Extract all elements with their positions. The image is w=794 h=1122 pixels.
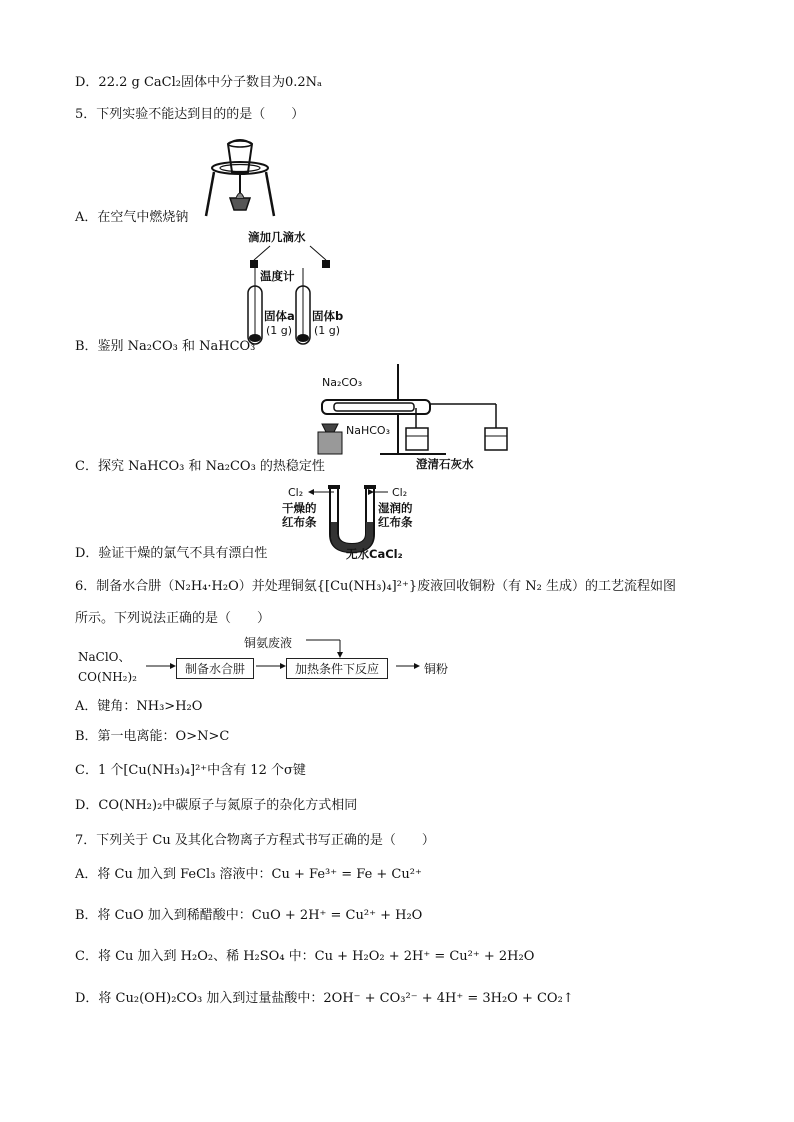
test-tubes-thermometer-figure	[240, 228, 350, 350]
u-tube-chlorine-figure	[280, 482, 440, 560]
fig-d-wet-label-2: 红布条	[378, 515, 413, 529]
fig-d-cacl2-label: 无水CaCl₂	[346, 547, 403, 560]
q6-option-d: D．CO(NH₂)₂中碳原子与氮原子的杂化方式相同	[75, 798, 358, 813]
fig-c-na2co3-label: Na₂CO₃	[322, 376, 363, 389]
crucible-tripod-figure	[200, 132, 280, 217]
flow-step-2-box: 加热条件下反应	[286, 658, 388, 679]
fig-b-mass-a: (1 g)	[266, 324, 293, 337]
q5-option-c: C．探究 NaHCO₃ 和 Na₂CO₃ 的热稳定性	[75, 459, 325, 474]
fig-d-cl2-right: Cl₂	[392, 486, 408, 499]
q5-option-d: D．验证干燥的氯气不具有漂白性	[75, 546, 268, 561]
fig-b-solid-b: 固体b	[312, 309, 344, 323]
flow-output: 铜粉	[424, 662, 449, 676]
flow-input-2: CO(NH₂)₂	[78, 670, 137, 684]
fig-b-solid-a: 固体a	[264, 309, 295, 323]
flow-input-1: NaClO、	[78, 650, 131, 664]
fig-d-dry-label-2: 红布条	[282, 515, 317, 529]
q7-stem: 7．下列关于 Cu 及其化合物离子方程式书写正确的是（ ）	[75, 833, 435, 848]
fig-b-thermometer-label: 温度计	[260, 269, 295, 283]
q7-option-c: C．将 Cu 加入到 H₂O₂、稀 H₂SO₄ 中：Cu + H₂O₂ + 2H⁺ = Cu²⁺ + 2H₂O	[75, 949, 535, 964]
q5-stem: 5．下列实验不能达到目的的是（ ）	[75, 107, 305, 122]
q6-option-b: B．第一电离能：O>N>C	[75, 729, 230, 744]
q4-option-d: D．22.2 g CaCl₂固体中分子数目为0.2Nₐ	[75, 75, 323, 90]
q7-option-a: A．将 Cu 加入到 FeCl₃ 溶液中：Cu + Fe³⁺ = Fe + Cu²⁺	[75, 867, 422, 882]
q6-stem-line1: 6．制备水合肼（N₂H₄·H₂O）并处理铜氨{[Cu(NH₃)₄]²⁺}废液回收铜粉（有 N₂ 生成）的工艺流程如图	[75, 579, 676, 594]
flow-step-1-box: 制备水合肼	[176, 658, 254, 679]
q7-option-d: D．将 Cu₂(OH)₂CO₃ 加入到过量盐酸中：2OH⁻ + CO₃²⁻ + 4H⁺ = 3H₂O + CO₂↑	[75, 991, 574, 1006]
fig-d-dry-label-1: 干燥的	[282, 501, 317, 515]
fig-d-cl2-left: Cl₂	[288, 486, 304, 499]
q5-option-a: A．在空气中燃烧钠	[75, 210, 189, 225]
fig-c-nahco3-label: NaHCO₃	[346, 424, 390, 437]
q6-option-a: A．键角：NH₃>H₂O	[75, 699, 203, 714]
fig-c-limewater-label: 澄清石灰水	[416, 457, 474, 471]
q6-stem-line2: 所示。下列说法正确的是（ ）	[75, 611, 271, 626]
flow-waste-label: 铜氨废液	[244, 636, 293, 650]
thermal-stability-apparatus-figure	[316, 362, 528, 472]
fig-b-mass-b: (1 g)	[314, 324, 341, 337]
q5-option-b: B．鉴别 Na₂CO₃ 和 NaHCO₃	[75, 339, 256, 354]
q7-option-b: B．将 CuO 加入到稀醋酸中：CuO + 2H⁺ = Cu²⁺ + H₂O	[75, 908, 423, 923]
fig-d-wet-label-1: 湿润的	[378, 501, 413, 515]
q6-option-c: C．1 个[Cu(NH₃)₄]²⁺中含有 12 个σ键	[75, 763, 306, 778]
fig-b-top-label: 滴加几滴水	[248, 230, 306, 244]
